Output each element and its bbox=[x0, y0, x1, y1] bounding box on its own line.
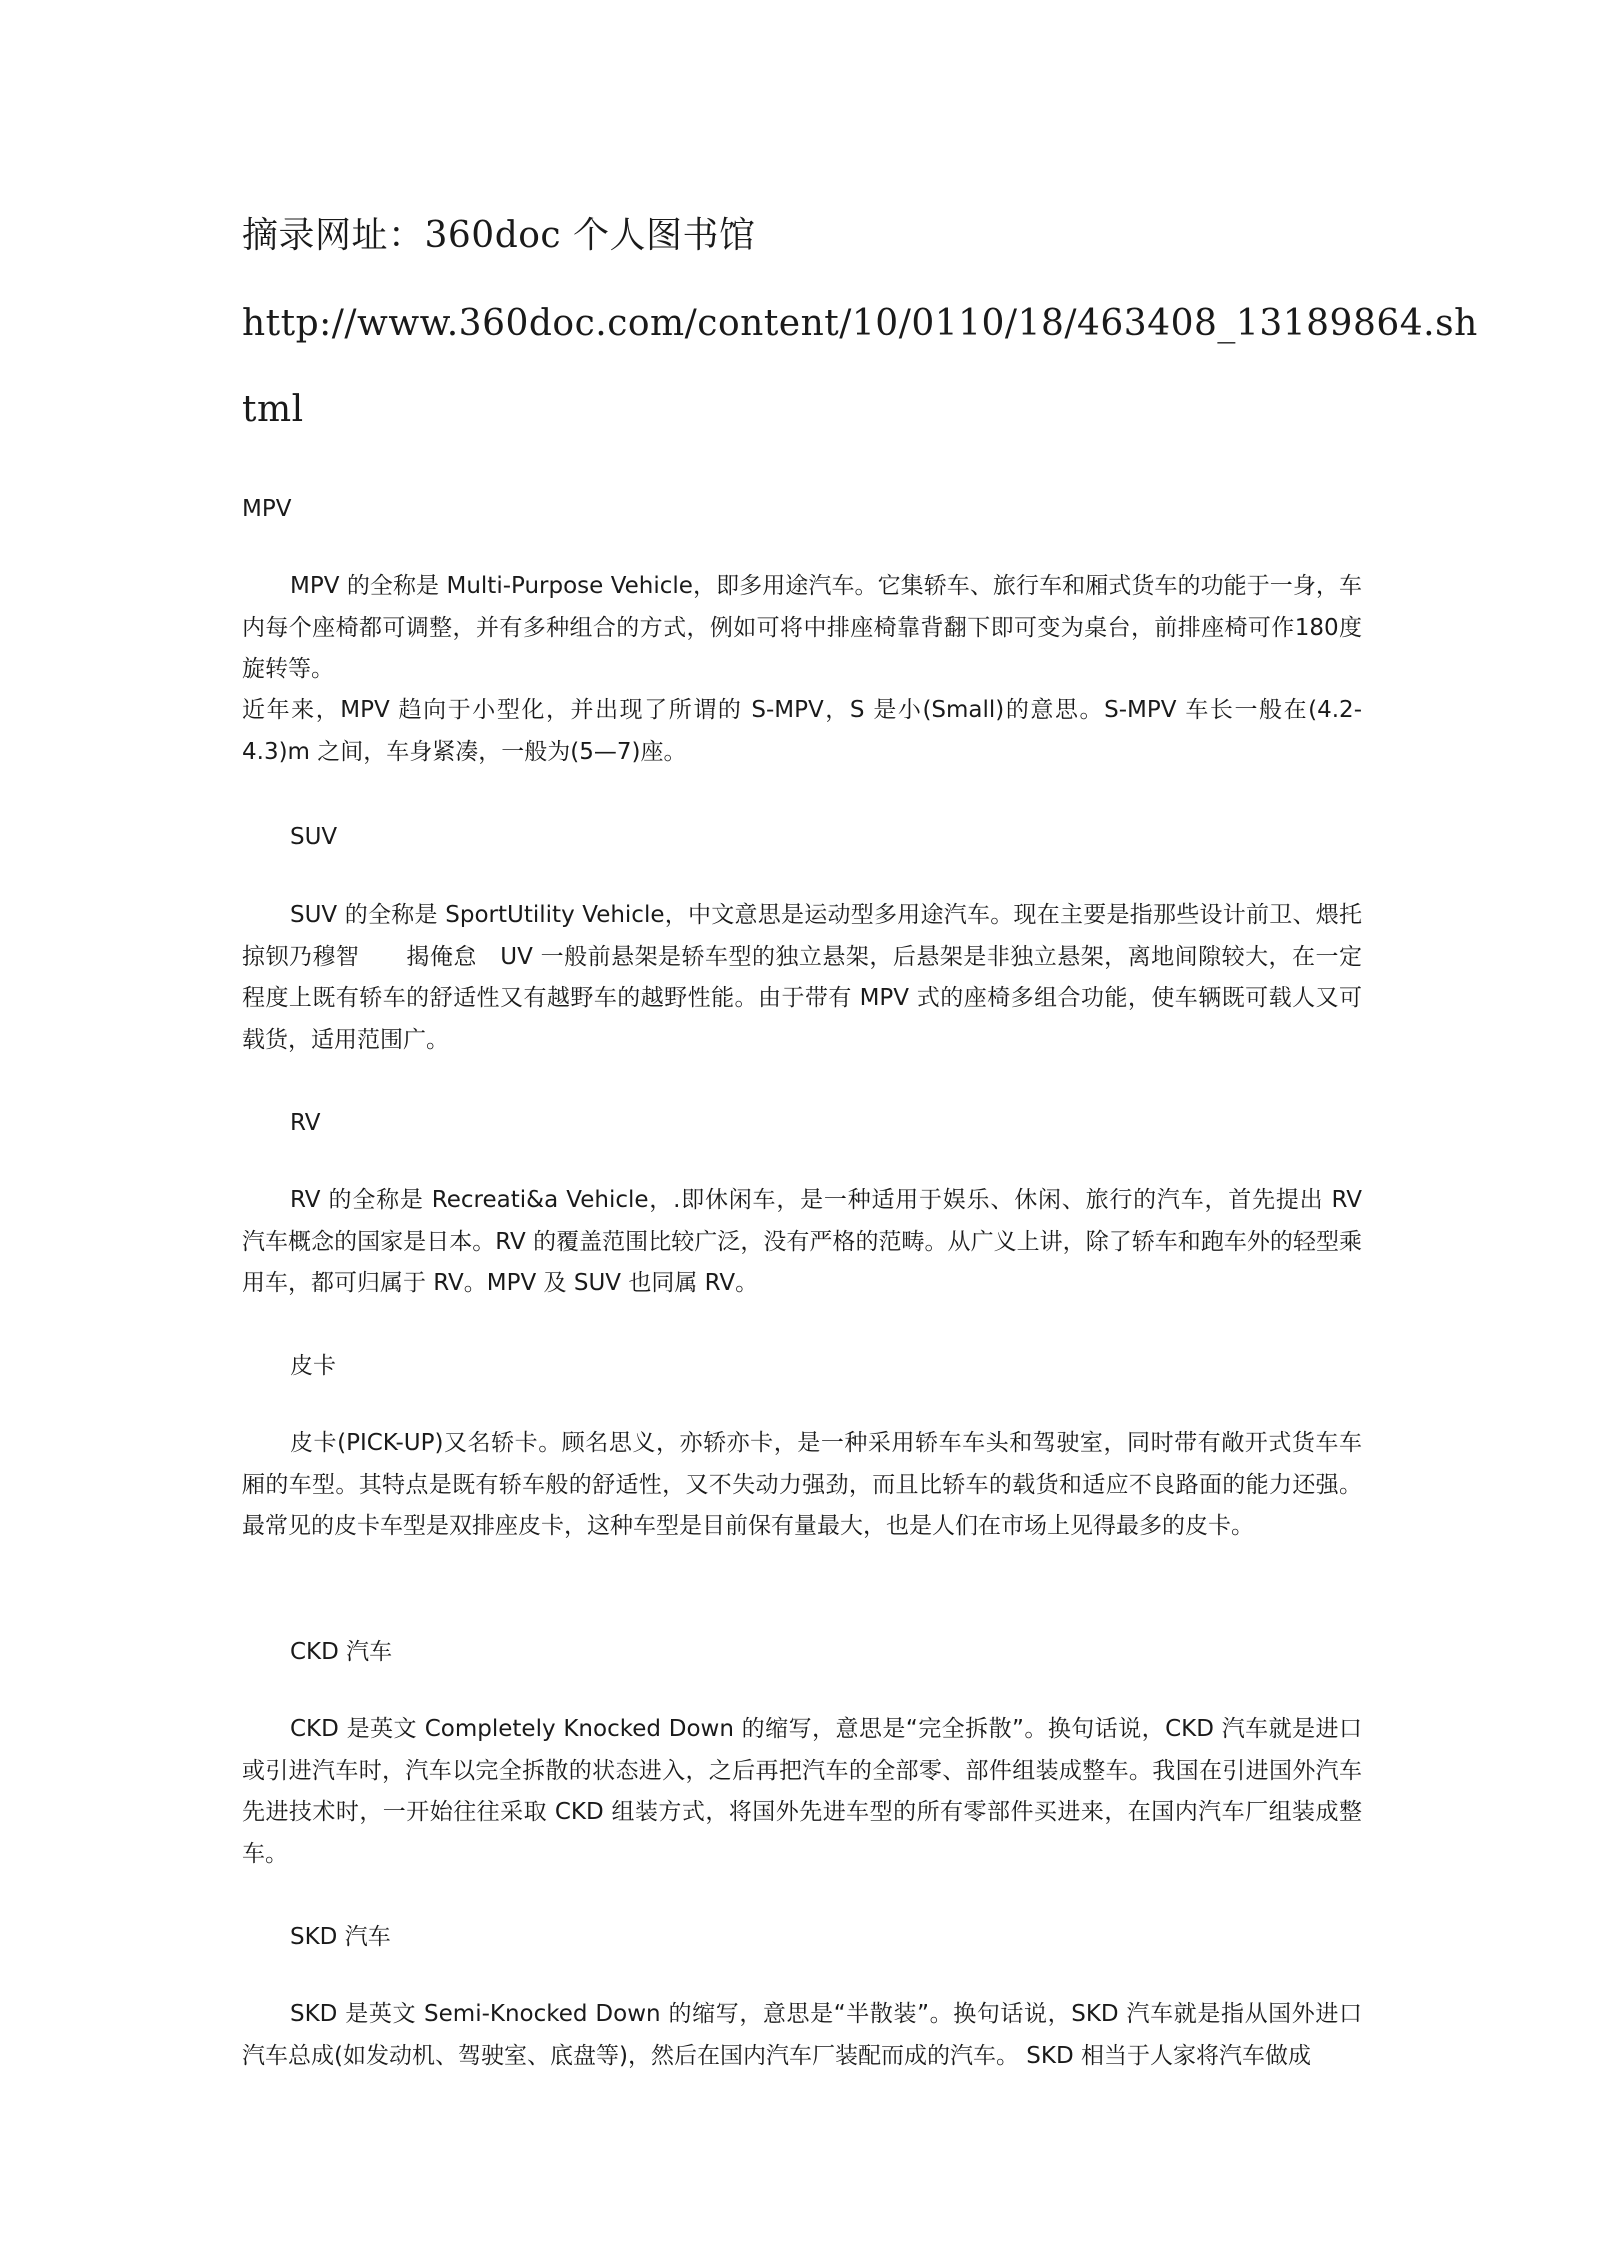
section-paragraph-ckd: CKD 是英文 Completely Knocked Down 的缩写，意思是“完全拆散”。换句话说，CKD 汽车就是进口或引进汽车时，汽车以完全拆散的状态进入，之后再把汽车的全部零、部件组装成整车。我国在引进国外汽车先进技术时，一开始往往采取 CKD 组装方式，将国外先进车型的所有零部件买进来，在国内汽车厂组装成整车。 bbox=[242, 1716, 1362, 1867]
section-heading-rv: RV bbox=[290, 1110, 321, 1136]
section-paragraph-pickup: 皮卡(PICK-UP)又名轿卡。顾名思义，亦轿亦卡，是一种采用轿车车头和驾驶室，同时带有敞开式货车车厢的车型。其特点是既有轿车般的舒适性，又不失动力强劲，而且比轿车的载货和适应不良路面的能力还强。最常见的皮卡车型是双排座皮卡，这种车型是目前保有量最大，也是人们在市场上见得最多的皮卡。 bbox=[242, 1430, 1362, 1539]
source-url-line2: tml bbox=[242, 389, 304, 430]
section-heading-skd: SKD 汽车 bbox=[290, 1924, 391, 1950]
section-heading-mpv: MPV bbox=[242, 496, 292, 522]
section-paragraph-skd: SKD 是英文 Semi-Knocked Down 的缩写，意思是“半散装”。换句话说，SKD 汽车就是指从国外进口汽车总成(如发动机、驾驶室、底盘等)，然后在国内汽车厂装配而成的汽车。 SKD 相当于人家将汽车做成 bbox=[242, 2001, 1362, 2069]
section-heading-suv: SUV bbox=[290, 824, 338, 850]
section-paragraph-suv: SUV 的全称是 SportUtility Vehicle，中文意思是运动型多用途汽车。现在主要是指那些设计前卫、煨托掠钡乃穆智 揭俺怠 UV 一般前悬架是轿车型的独立悬架，后悬架是非独立悬架，离地间隙较大，在一定程度上既有轿车的舒适性又有越野车的越野性能。由于带有 MPV 式的座椅多组合功能，使车辆既可载人又可载货，适用范围广。 bbox=[242, 902, 1362, 1053]
section-heading-ckd: CKD 汽车 bbox=[290, 1639, 393, 1665]
section-paragraph-mpv-2: 近年来，MPV 趋向于小型化，并出现了所谓的 S-MPV，S 是小(Small)的意思。S-MPV 车长一般在(4.2-4.3)m 之间，车身紧凑，一般为(5—7)座。 bbox=[242, 697, 1362, 765]
section-paragraph-rv: RV 的全称是 Recreati&a Vehicle，.即休闲车，是一种适用于娱乐、休闲、旅行的汽车，首先提出 RV 汽车概念的国家是日本。RV 的覆盖范围比较广泛，没有严格的范畴。从广义上讲，除了轿车和跑车外的轻型乘用车，都可归属于 RV。MPV 及 SUV 也同属 RV。 bbox=[242, 1187, 1362, 1296]
section-paragraph-mpv-1: MPV 的全称是 Multi-Purpose Vehicle，即多用途汽车。它集轿车、旅行车和厢式货车的功能于一身，车内每个座椅都可调整，并有多种组合的方式，例如可将中排座椅靠背翻下即可变为桌台，前排座椅可作180度旋转等。 bbox=[242, 573, 1362, 682]
source-label: 摘录网址：360doc 个人图书馆 bbox=[242, 215, 756, 256]
section-heading-pickup: 皮卡 bbox=[290, 1353, 336, 1379]
source-url-line1: http://www.360doc.com/content/10/0110/18/463408_13189864.sh bbox=[242, 303, 1478, 344]
